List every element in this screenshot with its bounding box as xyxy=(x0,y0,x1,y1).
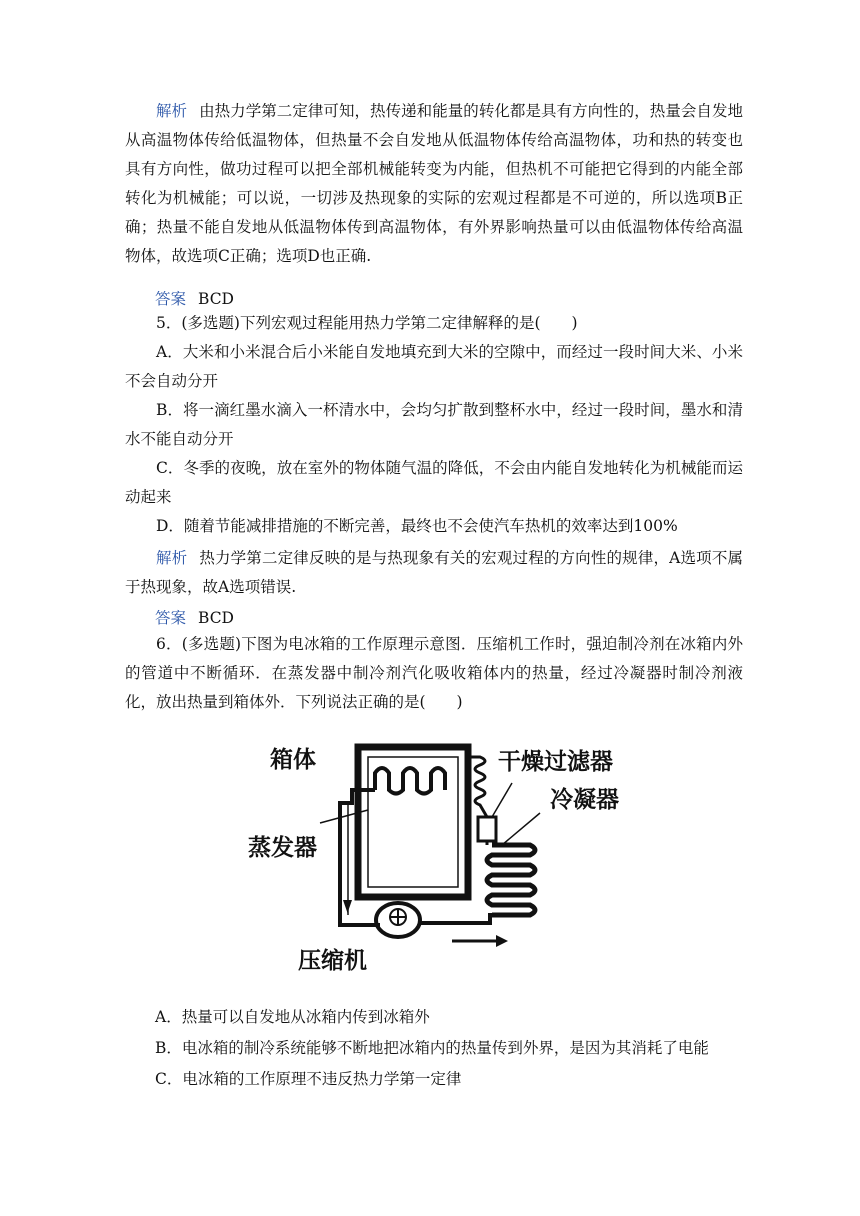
evaporator-coil xyxy=(375,768,445,794)
label-evaporator: 蒸发器 xyxy=(248,835,317,861)
dryer-filter-body xyxy=(478,817,496,841)
answer-line-1 xyxy=(155,287,234,309)
pipe-bottom xyxy=(420,913,490,923)
question-5-option-c: C．冬季的夜晚，放在室外的物体随气温的降低，不会由内能自发地转化为机械能而运动起来 xyxy=(125,459,743,506)
question-6-option-a: A．热量可以自发地从冰箱内传到冰箱外 xyxy=(155,1008,430,1026)
analysis-tag: 解析 xyxy=(156,102,188,120)
analysis-text: 热力学第二定律反映的是与热现象有关的宏观过程的方向性的规律，A选项不属于热现象，故A选项错误. xyxy=(125,549,743,596)
label-box: 箱体 xyxy=(270,747,316,773)
label-compressor: 压缩机 xyxy=(298,948,367,974)
question-6-stem: 6．(多选题)下图为电冰箱的工作原理示意图．压缩机工作时，强迫制冷剂在冰箱内外的管道中不断循环．在蒸发器中制冷剂汽化吸收箱体内的热量，经过冷凝器时制冷剂液化，放出热量到箱体外．下列说法正确的是( ) xyxy=(125,635,743,711)
flow-arrow-down xyxy=(343,900,352,913)
answer-tag: 答案 xyxy=(155,290,187,308)
flow-arrow-right xyxy=(496,935,508,947)
question-6-option-b: B．电冰箱的制冷系统能够不断地把冰箱内的热量传到外界，是因为其消耗了电能 xyxy=(155,1039,709,1057)
answer-text: BCD xyxy=(198,290,234,308)
label-condenser: 冷凝器 xyxy=(550,787,619,813)
dryer-filter-leader xyxy=(492,783,512,817)
analysis-tag: 解析 xyxy=(156,549,188,567)
answer-line-2 xyxy=(155,606,234,628)
question-5-option-b: B．将一滴红墨水滴入一杯清水中，会均匀扩散到整杯水中，经过一段时间，墨水和清水不能自动分开 xyxy=(125,401,743,448)
question-6-option-c: C．电冰箱的工作原理不违反热力学第一定律 xyxy=(155,1070,462,1088)
label-dryer-filter: 干燥过滤器 xyxy=(498,749,613,775)
refrigerator-diagram xyxy=(240,735,640,980)
analysis-text: 由热力学第二定律可知，热传递和能量的转化都是具有方向性的，热量会自发地从高温物体传给低温物体，但热量不会自发地从低温物体传给高温物体，功和热的转变也具有方向性，做功过程可以把全部机械能转变为内能，但热机不可能把它得到的内能全部转化为机械能；可以说，一切涉及热现象的实际的宏观过程都是不可逆的，所以选项B正确；热量不能自发地从低温物体传到高温物体，有外界影响热量可以由低温物体传给高温物体，故选项C正确；选项D也正确. xyxy=(125,102,743,265)
analysis-paragraph-2 xyxy=(125,544,743,602)
refrigerator-diagram-svg xyxy=(240,735,640,980)
answer-tag: 答案 xyxy=(155,609,187,627)
question-5-stem: 5．(多选题)下列宏观过程能用热力学第二定律解释的是( ) xyxy=(156,314,578,332)
answer-text: BCD xyxy=(198,609,234,627)
condenser-leader xyxy=(502,813,540,845)
analysis-paragraph-1 xyxy=(125,97,743,271)
condenser-coil xyxy=(487,845,535,915)
question-5-option-a: A．大米和小米混合后小米能自发地填充到大米的空隙中，而经过一段时间大米、小米不会自动分开 xyxy=(125,343,743,390)
question-5-option-d: D．随着节能减排措施的不断完善，最终也不会使汽车热机的效率达到100% xyxy=(156,517,678,535)
